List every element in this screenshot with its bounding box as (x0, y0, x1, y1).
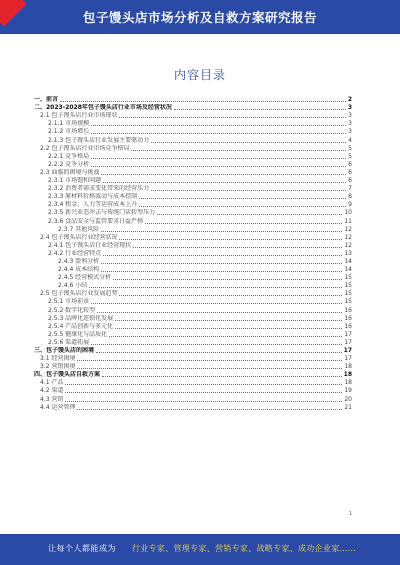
toc-entry[interactable] (34, 281, 352, 289)
toc-entry-page: 5 (348, 144, 352, 152)
page-number: 1 (348, 511, 352, 517)
toc-leader-dots (151, 142, 346, 143)
toc-leader-dots (65, 392, 342, 393)
toc-entry[interactable] (34, 354, 352, 362)
toc-entry[interactable] (34, 168, 352, 176)
toc-entry-text: 2.3.4 租金、人力等运营成本上升 (48, 201, 138, 209)
toc-entry[interactable] (34, 289, 352, 297)
toc-entry-page: 20 (344, 395, 352, 403)
table-of-contents (34, 95, 352, 411)
footer-banner (0, 534, 400, 565)
toc-entry-page: 17 (344, 355, 352, 363)
toc-entry-text: 2.3.2 消费者需求变化带来的经营压力 (48, 185, 150, 193)
toc-entry[interactable] (34, 127, 352, 135)
toc-leader-dots (139, 206, 346, 207)
report-title: 包子馒头店市场分析及自救方案研究报告 (82, 10, 317, 25)
toc-leader-dots (96, 352, 342, 353)
toc-entry[interactable] (34, 225, 352, 233)
toc-entry[interactable] (34, 378, 352, 386)
toc-entry-text: 2.1.3 包子馒头店行业发展主要驱动力 (48, 136, 150, 144)
toc-entry-page: 17 (343, 347, 352, 354)
toc-entry-text: 4.3 营销 (40, 395, 64, 403)
toc-entry[interactable] (34, 216, 352, 224)
toc-entry-page: 15 (344, 290, 352, 298)
toc-entry[interactable] (34, 362, 352, 370)
toc-entry-text: 2.5.6 渠道拓展 (48, 338, 90, 346)
toc-leader-dots (119, 295, 342, 296)
toc-leader-dots (119, 117, 346, 118)
toc-entry-text: 2.1.2 市场增长 (48, 128, 90, 136)
toc-leader-dots (151, 190, 346, 191)
toc-entry-page: 19 (344, 387, 352, 395)
toc-leader-dots (109, 336, 342, 337)
toc-entry-page: 8 (348, 193, 352, 201)
toc-entry-page: 12 (344, 225, 352, 233)
toc-entry-text: 2.5.3 品牌化连锁化发展 (48, 314, 114, 322)
toc-entry-page: 5 (348, 152, 352, 160)
toc-leader-dots (115, 328, 342, 329)
toc-entry-text: 2.3.5 新兴业态冲击与传统门店转型压力 (48, 209, 156, 217)
toc-entry-page: 11 (344, 217, 352, 225)
toc-entry-page: 7 (348, 185, 352, 193)
toc-entry-text: 2.1 包子馒头店行业市场现状 (40, 112, 118, 120)
toc-leader-dots (174, 109, 346, 110)
toc-entry[interactable] (34, 370, 352, 378)
toc-entry[interactable] (34, 330, 352, 338)
toc-entry-page: 12 (344, 241, 352, 249)
toc-leader-dots (115, 320, 342, 321)
toc-leader-dots (65, 401, 342, 402)
toc-leader-dots (91, 344, 342, 345)
toc-entry-text: 2.4.6 小结 (58, 282, 88, 290)
toc-entry[interactable] (34, 386, 352, 394)
toc-leader-dots (101, 174, 346, 175)
toc-entry[interactable] (34, 119, 352, 127)
toc-entry-page: 6 (348, 160, 352, 168)
toc-leader-dots (119, 239, 342, 240)
toc-leader-dots (145, 223, 342, 224)
toc-entry-page: 3 (348, 112, 352, 120)
toc-entry-text: 4.2 渠道 (40, 387, 64, 395)
toc-entry-text: 2.3.7 其他风险 (58, 225, 100, 233)
footer-roles: 行业专家、管理专家、营销专家、战略专家、成功企业家…… (132, 544, 357, 553)
toc-entry-page: 17 (344, 330, 352, 338)
toc-entry-text: 4.1 产品 (40, 379, 64, 387)
toc-leader-dots (102, 376, 342, 377)
toc-entry-text: 2.4.4 成本结构 (58, 266, 100, 274)
toc-entry[interactable] (34, 111, 352, 119)
toc-entry-text: 2.2 包子馒头店行业市场竞争格局 (40, 144, 130, 152)
toc-entry[interactable] (34, 208, 352, 216)
toc-entry[interactable] (34, 160, 352, 168)
toc-entry-text: 2.4.3 盈利分析 (58, 257, 100, 265)
toc-entry-page: 16 (344, 322, 352, 330)
toc-entry[interactable] (34, 152, 352, 160)
toc-entry-text: 2.4.2 行业经营特点 (48, 249, 102, 257)
toc-leader-dots (139, 198, 346, 199)
toc-entry[interactable] (34, 322, 352, 330)
toc-entry[interactable] (34, 273, 352, 281)
toc-entry-text: 2.5.5 健康化与品质化 (48, 330, 108, 338)
toc-entry-text: 2.3.6 食品安全与监管要求日益严格 (48, 217, 144, 225)
toc-entry-page: 12 (344, 233, 352, 241)
toc-leader-dots (60, 101, 346, 102)
toc-entry[interactable] (34, 176, 352, 184)
toc-entry[interactable] (34, 305, 352, 313)
toc-entry-text: 2.5.2 数字化转型 (48, 306, 96, 314)
toc-leader-dots (91, 166, 346, 167)
toc-entry-page: 15 (344, 282, 352, 290)
toc-leader-dots (91, 158, 346, 159)
toc-leader-dots (103, 255, 342, 256)
toc-entry[interactable] (34, 103, 352, 111)
toc-heading: 内容目录 (173, 68, 226, 82)
toc-entry-page: 6 (348, 177, 352, 185)
toc-leader-dots (91, 125, 346, 126)
toc-entry[interactable] (34, 297, 352, 305)
toc-entry-text: 2.2.2 竞争分析 (48, 160, 90, 168)
toc-entry-page: 3 (348, 128, 352, 136)
toc-leader-dots (131, 150, 346, 151)
toc-entry-text: 3.2 营销困境 (40, 363, 76, 371)
toc-leader-dots (91, 133, 346, 134)
toc-entry-text: 2.5.1 市场前景 (48, 298, 90, 306)
toc-leader-dots (89, 287, 342, 288)
toc-entry-page: 6 (348, 168, 352, 176)
toc-entry-text: 2.4.5 经营模式分析 (58, 274, 112, 282)
toc-leader-dots (77, 409, 342, 410)
toc-entry-text: 2.3.3 原材料价格波动与成本控制 (48, 193, 138, 201)
toc-entry-page: 18 (343, 371, 352, 379)
toc-entry[interactable] (34, 200, 352, 208)
toc-leader-dots (103, 182, 346, 183)
toc-entry-text: 2.2.1 竞争格局 (48, 152, 90, 160)
toc-entry-page: 9 (348, 201, 352, 209)
toc-entry-page: 14 (344, 266, 352, 274)
toc-entry-page: 13 (344, 249, 352, 257)
toc-entry-page: 14 (344, 257, 352, 265)
toc-entry-text: 四、包子馒头店自救方案 (34, 371, 101, 379)
toc-entry[interactable] (34, 403, 352, 411)
toc-entry[interactable] (34, 241, 352, 249)
toc-entry-page: 15 (344, 298, 352, 306)
toc-entry[interactable] (34, 144, 352, 152)
toc-leader-dots (113, 279, 342, 280)
toc-entry-text: 3.1 经营困境 (40, 355, 76, 363)
toc-entry-text: 二、2023-2028年包子馒头店行业市场及经营状况 (34, 104, 172, 112)
toc-entry[interactable] (34, 233, 352, 241)
toc-entry-page: 16 (344, 314, 352, 322)
toc-entry[interactable] (34, 249, 352, 257)
toc-entry[interactable] (34, 338, 352, 346)
toc-entry-page: 3 (348, 120, 352, 128)
toc-entry-page: 3 (347, 104, 352, 112)
toc-entry-text: 一、前言 (34, 96, 59, 104)
toc-entry-page: 16 (344, 306, 352, 314)
toc-entry-page: 15 (344, 274, 352, 282)
toc-leader-dots (101, 231, 342, 232)
toc-entry-text: 2.5.4 产品创新与多元化 (48, 322, 114, 330)
toc-entry-page: 4 (348, 136, 352, 144)
toc-entry[interactable] (34, 257, 352, 265)
toc-entry-text: 2.5 包子馒头店行业发展趋势 (40, 290, 118, 298)
toc-entry-text: 2.3 面临的困境与挑战 (40, 168, 100, 176)
toc-leader-dots (101, 271, 342, 272)
toc-leader-dots (97, 312, 342, 313)
toc-entry-page: 10 (344, 209, 352, 217)
header-banner (0, 0, 400, 34)
toc-entry[interactable] (34, 192, 352, 200)
toc-leader-dots (77, 368, 342, 369)
toc-leader-dots (157, 214, 342, 215)
toc-entry[interactable] (34, 184, 352, 192)
toc-entry[interactable] (34, 394, 352, 402)
toc-entry-text: 2.3.1 市场饱和问题 (48, 177, 102, 185)
toc-entry[interactable] (34, 314, 352, 322)
toc-entry-text: 2.4 包子馒头店行业经营状况 (40, 233, 118, 241)
toc-entry-text: 三、包子馒头店的困境 (34, 347, 95, 354)
footer-slogan: 让每个人都能成为 (48, 544, 116, 553)
toc-entry[interactable] (34, 95, 352, 103)
toc-entry[interactable] (34, 135, 352, 143)
toc-entry[interactable] (34, 346, 352, 354)
toc-entry-page: 21 (344, 403, 352, 411)
toc-entry-page: 2 (347, 96, 352, 104)
toc-entry-text: 4.4 运营管理 (40, 403, 76, 411)
toc-entry-page: 18 (344, 363, 352, 371)
toc-leader-dots (91, 303, 342, 304)
toc-entry-page: 18 (344, 379, 352, 387)
toc-leader-dots (133, 247, 342, 248)
toc-entry-page: 17 (344, 338, 352, 346)
toc-entry-text: 2.1.1 市场规模 (48, 120, 90, 128)
toc-leader-dots (77, 360, 342, 361)
toc-entry[interactable] (34, 265, 352, 273)
toc-entry-text: 2.4.1 包子馒头店行业经营现状 (48, 241, 132, 249)
toc-leader-dots (101, 263, 342, 264)
toc-leader-dots (65, 384, 342, 385)
